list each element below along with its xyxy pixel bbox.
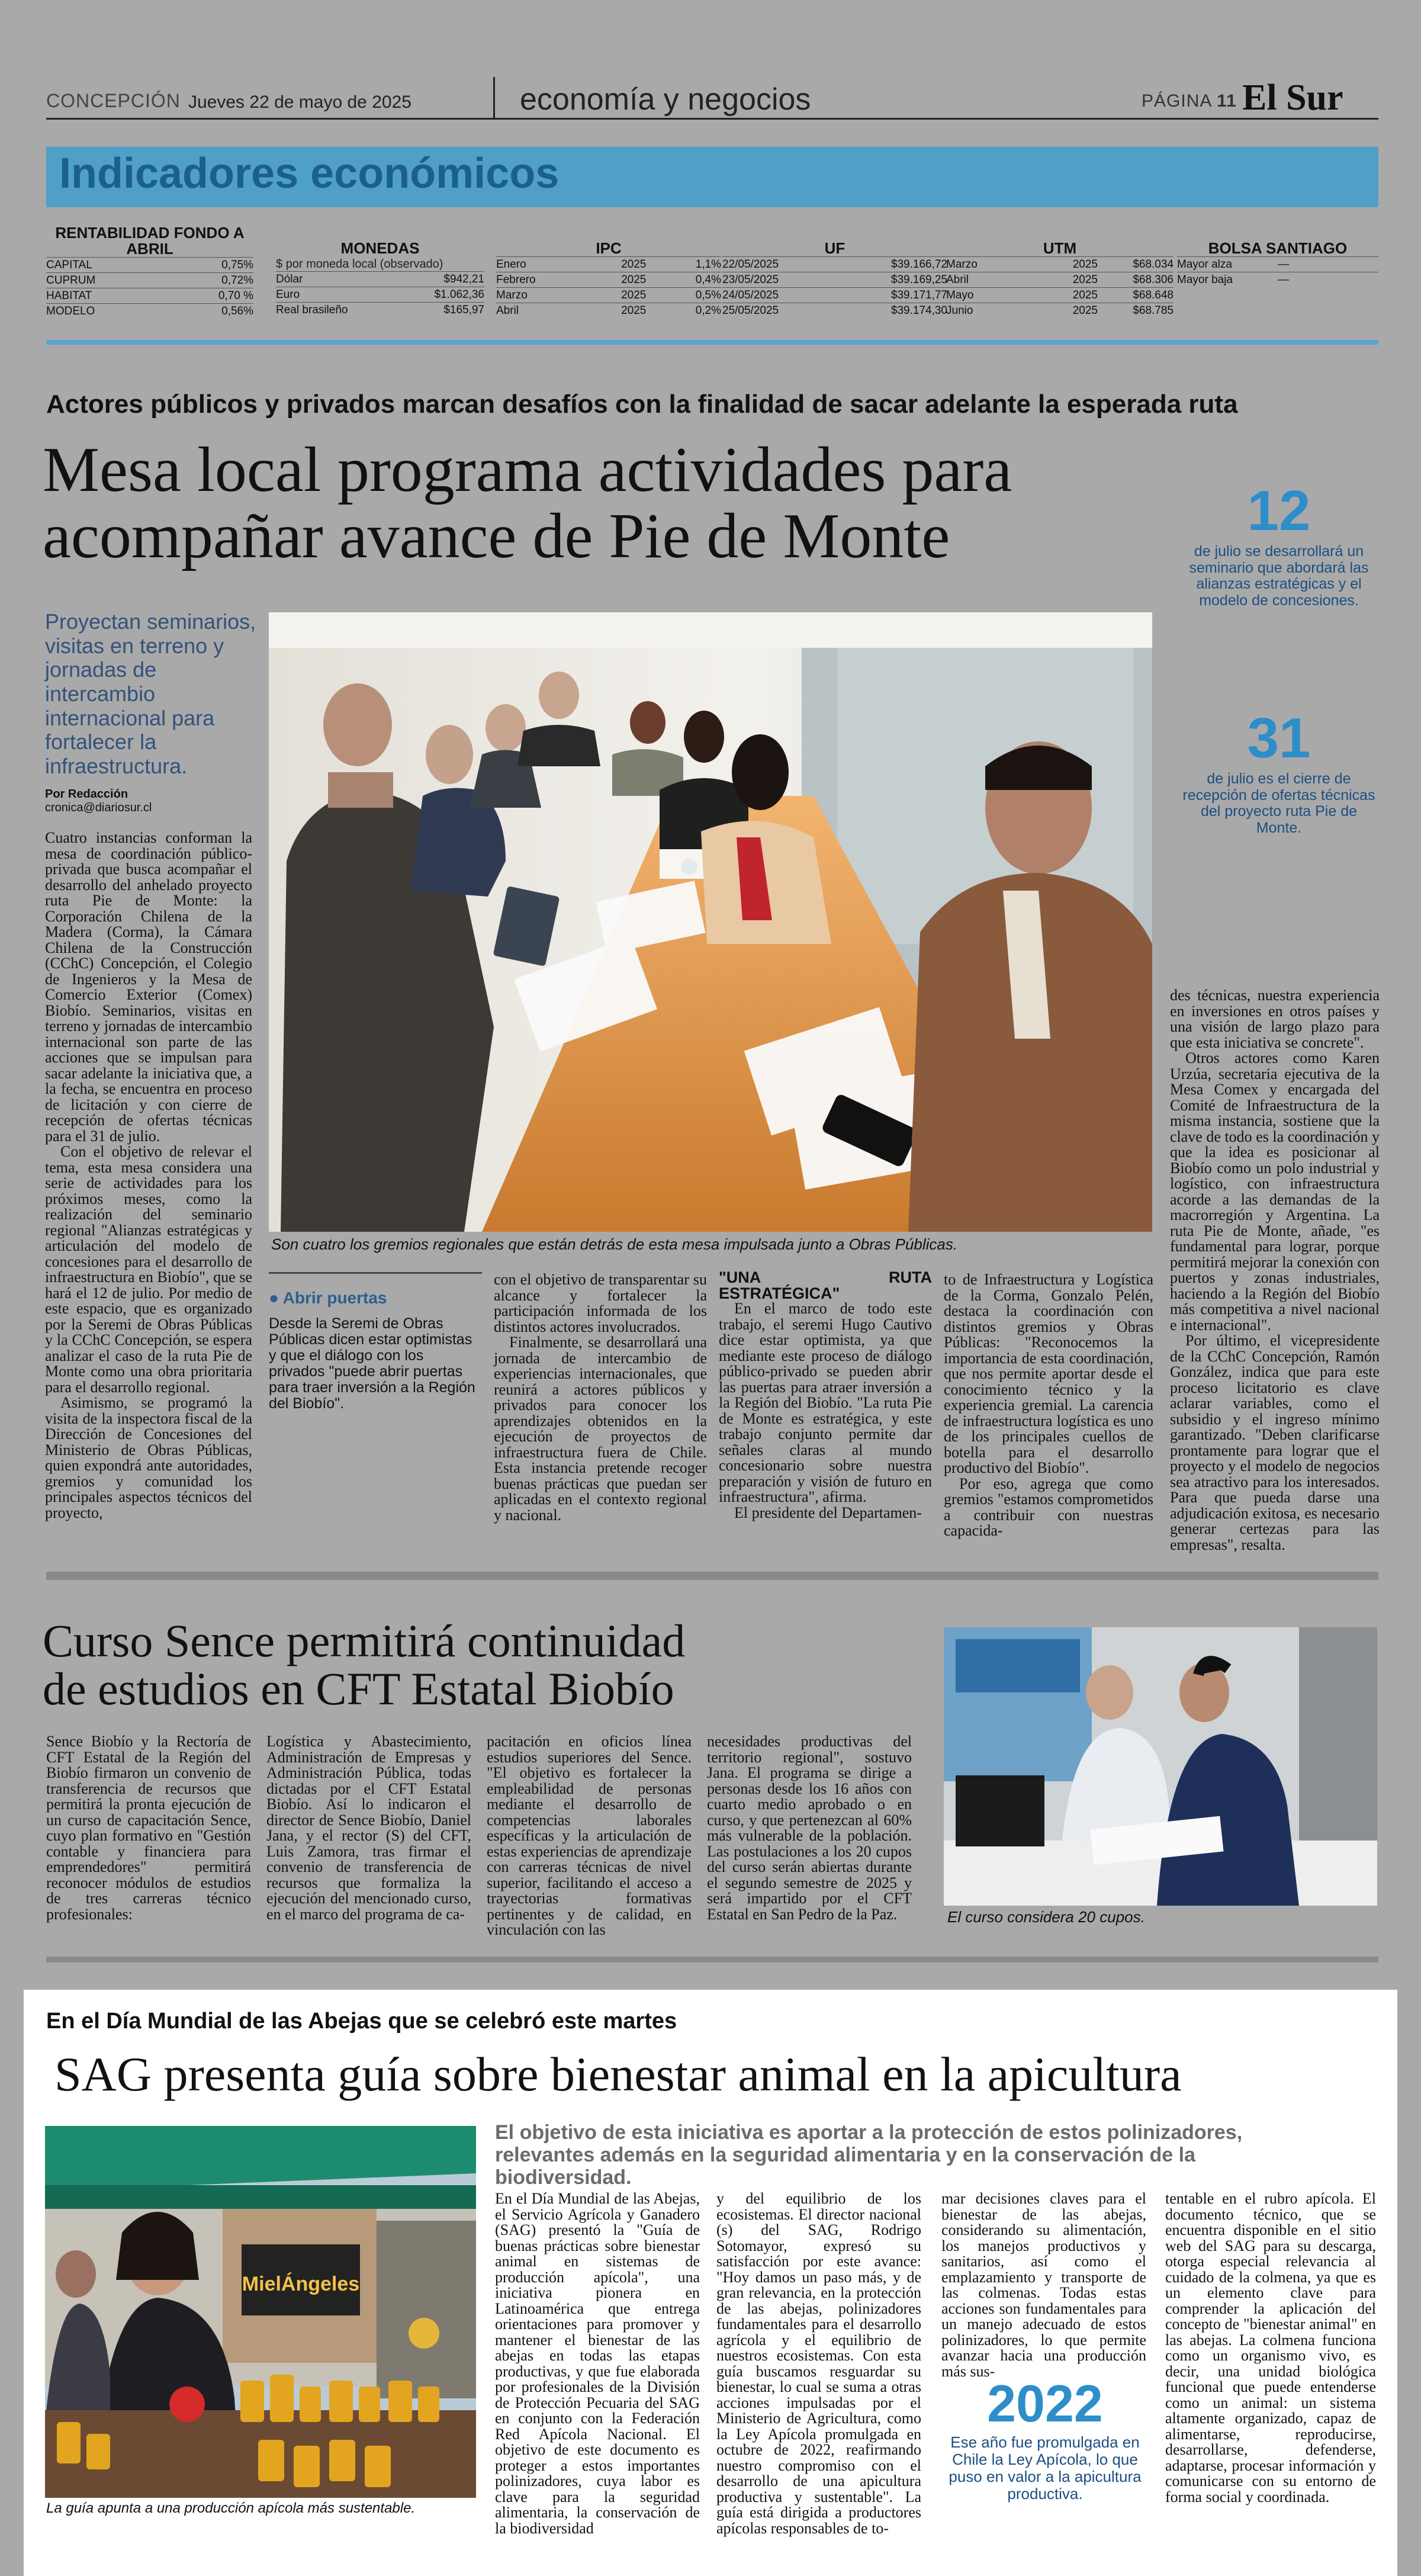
section-divider-1 xyxy=(46,1572,1378,1580)
ipc-cell: 2025 xyxy=(621,289,647,301)
utm-cell: Mayo xyxy=(946,289,974,301)
utm-cell: Junio xyxy=(946,304,973,317)
article1-headline-line1: Mesa local programa actividades para xyxy=(43,435,1012,505)
utm-cell: Marzo xyxy=(946,258,978,271)
uf-cell: $39.171,77 xyxy=(890,289,947,301)
section-divider-2 xyxy=(46,1957,1378,1962)
abrir-puertas-text: Desde la Seremi de Obras Públicas dicen estar optimistas y que el diálogo con los privados "puede abrir puertas para traer inversión a la Región del Biobío". xyxy=(269,1315,475,1412)
ipc-cell: 0,4% xyxy=(695,274,722,286)
article1-col1 xyxy=(45,830,252,1535)
ipc-cell: 2025 xyxy=(621,274,647,286)
article2-headline xyxy=(43,1617,685,1713)
monedas-cell: $165,97 xyxy=(443,304,484,316)
uf-cell: $39.174,30 xyxy=(890,304,947,317)
uf-row xyxy=(722,272,947,287)
meeting-photo xyxy=(269,612,1152,1232)
uf-cell: 24/05/2025 xyxy=(722,289,779,301)
article1-col5-p2: Otros actores como Karen Urzúa, secretaria ejecutiva de la Mesa Comex y encargada del Comité de Infraestructura de la misma instancia, sostiene que la clave de todo es la coordinación y que la idea es posicionar al Biobío como un polo industrial y logístico, con infraestructura acorde a las demandas de la macrorregión y Argentina. La ruta Pie de Monte, añade, "es fundamental para lograr, porque permitirá mejorar la conexión con puertos y zonas industriales, haciendo a la Región del Biobío más competitiva a nivel nacional e internacional". xyxy=(1170,1049,1380,1334)
article1-headline xyxy=(43,437,1012,570)
afp-row xyxy=(46,257,253,272)
article1-col1-p1: Cuatro instancias conforman la mesa de coordinación público-privada que busca acompañar el desarrollo del anhelado proyecto ruta Pie de Monte: la Corporación Chilena de la Madera (Corma), la Cámara Chilena de la Construcción (CChC) Concepción, el Colegio de Ingenieros y la Mesa de Comercio Exterior (Comex) Biobío. Seminarios, visitas en terreno y jornadas de intercambio internacional son parte de las acciones que se impulsan para sacar adelante la iniciativa que, a la fecha, se encuentra en proceso de licitación y con cierre de recepción de ofertas técnicas para el 31 de julio. xyxy=(45,829,252,1145)
stat-2022-number: 2022 xyxy=(987,2374,1103,2433)
article2-col4: necesidades productivas del territorio regional", sostuvo Jana. El programa se dirige a personas desde los 16 años con cuarto medio aprobado o en curso, y que pertenezcan al 60% más vulnerable de la población. Las postulaciones a los 20 cupos del curso serán abiertas durante el segundo semestre de 2025 y será impartido por el CFT Estatal en San Pedro de la Paz. xyxy=(707,1733,912,1923)
uf-cell: 25/05/2025 xyxy=(722,304,779,317)
afp-cell: HABITAT xyxy=(46,290,92,302)
sence-signing-photo xyxy=(944,1627,1377,1906)
ipc-cell: Enero xyxy=(496,258,526,271)
afp-cell: 0,56% xyxy=(221,305,253,317)
indicators-bottom-stripe xyxy=(46,340,1378,345)
monedas-rows xyxy=(276,271,484,317)
ipc-cell: 0,5% xyxy=(695,289,722,301)
article1-lead: Proyectan seminarios, visitas en terreno y jornadas de intercambio internacional para fortalecer la infraestructura. xyxy=(45,609,256,779)
utm-row xyxy=(946,272,1174,287)
article3-photo-caption: La guía apunta a una producción apícola más sustentable. xyxy=(46,2500,416,2516)
stat-2022 xyxy=(947,2373,1143,2503)
abrir-puertas-title xyxy=(269,1289,482,1308)
apiculture-photo xyxy=(45,2126,476,2498)
monedas-row xyxy=(276,271,484,287)
article1-col3-p1: En el marco de todo este trabajo, el seremi Hugo Cautivo dice estar optimista, ya que mediante este proceso de diálogo público-privado se pueden abrir las puertas para atraer inversión a la Región del Biobío. "La ruta Pie de Monte es estratégica, y este trabajo conjunto permite dar señales claras al mundo concesionario sobre nuestra preparación y visión de futuro en infraestructura", afirma. xyxy=(719,1300,932,1505)
uf-block xyxy=(722,240,947,318)
uf-title: UF xyxy=(824,239,845,257)
ipc-row xyxy=(496,272,721,287)
article1-col2-p2: Finalmente, se desarrollará una jornada de intercambio de experiencias internacionales, que reunirá a actores públicos y privados para conocer los aprendizajes obtenidos en la ejecución de proyectos de infraestructura fuera de Chile. Esta instancia pretende recoger buenas prácticas que puedan ser aplicadas en el contexto regional y nacional. xyxy=(494,1334,707,1524)
stat-31-number: 31 xyxy=(1247,706,1311,770)
indicators-title: Indicadores económicos xyxy=(59,150,560,197)
utm-cell: 2025 xyxy=(1072,304,1098,317)
newspaper-logo: El Sur xyxy=(1242,78,1343,118)
abrir-puertas-title-text: Abrir puertas xyxy=(282,1289,387,1307)
ipc-title: IPC xyxy=(596,239,622,257)
stat-12 xyxy=(1178,478,1380,609)
article1-col1-p2: Con el objetivo de relevar el tema, esta mesa considera una serie de actividades para los próximos meses, como la realización del seminario regional "Alianzas estratégicas y articulación del modelo de concesiones para el desarrollo de infraestructura en Biobío", que se hará el 12 de julio. Por medio de este espacio, que es organizado por la Seremi de Obras Públicas y la CChC Concepción, se espera analizar el caso de la ruta Pie de Monte como una obra prioritaria para el desarrollo regional. xyxy=(45,1143,252,1396)
bolsa-cell: Mayor alza xyxy=(1177,258,1232,271)
article2-photo-caption: El curso considera 20 cupos. xyxy=(947,1908,1145,1926)
afp-cell: MODELO xyxy=(46,305,95,317)
afp-block xyxy=(46,225,253,319)
monedas-cell: $1.062,36 xyxy=(434,288,484,301)
article1-col5 xyxy=(1170,987,1380,1553)
uf-row xyxy=(722,287,947,303)
monedas-cell: Real brasileño xyxy=(276,304,348,316)
article1-col4-p2: Por eso, agrega que como gremios "estamos comprometidos a contribuir con nuestras capacida- xyxy=(944,1475,1153,1539)
article2-col1: Sence Biobío y la Rectoría de CFT Estatal de la Región del Biobío firmaron un convenio de transferencia de recursos que permitirá la pronta ejecución de un curso de capacitación Sence, cuyo plan formativo en "Gestión contable y financiera para emprendedores" permitirá reconocer módulos de estudios de tres carreras técnico profesionales: xyxy=(46,1733,251,1923)
article1-byline-block xyxy=(45,788,258,815)
article2-col2: Logística y Abastecimiento, Administración de Empresas y Administración Pública, todas dictadas por el CFT Estatal Biobío. Así lo indicaron el director de Sence Biobío, Daniel Jana, y el rector (S) del CFT, Luis Zamora, tras firmar el convenio de transferencia de recursos que formaliza la ejecución del mencionado curso, en el marco del programa de ca- xyxy=(266,1733,471,1923)
article1-col3 xyxy=(719,1270,932,1535)
monedas-row xyxy=(276,302,484,317)
article3-headline: SAG presenta guía sobre bienestar animal en la apicultura xyxy=(54,2047,1182,2101)
page-label: PÁGINA xyxy=(1142,91,1211,111)
stat-31 xyxy=(1178,706,1380,836)
ipc-row xyxy=(496,256,721,272)
bullet-icon: ● xyxy=(269,1289,279,1307)
afp-cell: 0,72% xyxy=(221,274,253,287)
uf-row xyxy=(722,303,947,318)
article1-headline-line2: acompañar avance de Pie de Monte xyxy=(43,501,950,572)
uf-cell: $39.169,25 xyxy=(890,274,947,286)
article3-col1: En el Día Mundial de las Abejas, el Servicio Agrícola y Ganadero (SAG) presentó la "Guía de buenas prácticas sobre bienestar animal en sistemas de producción apícola", una iniciativa pionera en Latinoamérica que entrega orientaciones para promover y mantener el bienestar de las abejas en todas las etapas productivas, y que fue elaborada por profesionales de la División de Protección Pecuaria del SAG en conjunto con la Federación Red Apícola Nacional. El objetivo de este documento es proteger a estos importantes polinizadores, cuya labor es clave para la seguridad alimentaria, la conservación de la biodiversidad xyxy=(495,2190,700,2537)
bolsa-cell: Mayor baja xyxy=(1177,274,1233,286)
monedas-cell: $942,21 xyxy=(443,273,484,285)
ipc-cell: 2025 xyxy=(621,304,647,317)
article3-col3: mar decisiones claves para el bienestar de las abejas, considerando su alimentación, los manejos productivos y sanitarios, así como el emplazamiento y transporte de las colmenas. Todas estas acciones son fundamentales para un manejo adecuado de estos polinizadores, lo que permite avanzar hacia una producción más sus- xyxy=(941,2190,1146,2380)
article1-col2 xyxy=(494,1272,707,1535)
article1-kicker: Actores públicos y privados marcan desafíos con la finalidad de sacar adelante la esperada ruta xyxy=(46,390,1238,419)
utm-cell: 2025 xyxy=(1072,258,1098,271)
ipc-row xyxy=(496,287,721,303)
utm-cell: $68.034 xyxy=(1133,258,1174,271)
stat-2022-text: Ese año fue promulgada en Chile la Ley Apícola, lo que puso en valor a la apicultura productiva. xyxy=(949,2433,1142,2503)
afp-cell: 0,70 % xyxy=(218,290,253,302)
monedas-cell: Euro xyxy=(276,288,300,301)
afp-rows xyxy=(46,257,253,319)
header-date: Jueves 22 de mayo de 2025 xyxy=(188,92,411,112)
utm-cell: 2025 xyxy=(1072,274,1098,286)
article3-col4: tentable en el rubro apícola. El documento técnico, que se encuentra disponible en el sitio web del SAG para su descarga, otorga especial relevancia al cuidado de la colmena, ya que es un elemento clave para comprender la aplicación del concepto de "bienestar animal" en las abejas. La colmena funciona como un organismo vivo, es decir, una unidad biológica funcional que puede entenderse como un animal: un sistema altamente organizado, capaz de alimentarse, reproducirse, desarrollarse, defenderse, adaptarse, procesar información y comunicarse con su entorno de forma social y coordinada. xyxy=(1165,2190,1376,2506)
bolsa-cell: — xyxy=(1278,258,1289,271)
monedas-block xyxy=(276,240,484,317)
article2-col3: pacitación en oficios línea estudios superiores del Sence. "El objetivo es fortalecer la empleabilidad de personas mediante el desarrollo de competencias laborales específicas y la articulación de estas experiencias de aprendizaje con carreras técnicas de nivel superior, facilitando el acceso a trayectorias formativas pertinentes y de calidad, en vinculación con las xyxy=(487,1733,692,1938)
ipc-cell: Marzo xyxy=(496,289,528,301)
ipc-block xyxy=(496,240,721,318)
ipc-cell: Abril xyxy=(496,304,519,317)
header-section: economía y negocios xyxy=(520,82,811,117)
utm-rows xyxy=(946,256,1174,318)
byline-email: cronica@diariosur.cl xyxy=(45,801,152,814)
article3-kicker: En el Día Mundial de las Abejas que se celebró este martes xyxy=(46,2009,677,2034)
utm-row xyxy=(946,287,1174,303)
afp-cell: CUPRUM xyxy=(46,274,96,287)
page-header xyxy=(46,77,1378,120)
article1-col5-p1: des técnicas, nuestra experiencia en inversiones en otros países y una visión de largo plazo para que esta iniciativa se concrete". xyxy=(1170,987,1380,1051)
uf-rows xyxy=(722,256,947,318)
ipc-cell: 2025 xyxy=(621,258,647,271)
article1-subhead: "UNA RUTA ESTRATÉGICA" xyxy=(719,1268,932,1302)
bolsa-row xyxy=(1177,256,1378,272)
article1-col4-p1: to de Infraestructura y Logística de la Corma, Gonzalo Pelén, destaca la coordinación con distintos gremios y Obras Públicas: "Reconocemos la importancia de esta coordinación, que nos permite aportar desde el conocimiento técnico y la experiencia gremial. La carencia de infraestructura logística es uno de los principales cuellos de botella para el desarrollo productivo del Biobío". xyxy=(944,1271,1153,1476)
bolsa-title: BOLSA SANTIAGO xyxy=(1208,239,1348,257)
uf-cell: 22/05/2025 xyxy=(722,258,779,271)
afp-row xyxy=(46,272,253,288)
uf-cell: $39.166,72 xyxy=(890,258,947,271)
utm-title: UTM xyxy=(1043,239,1077,257)
afp-cell: 0,75% xyxy=(221,259,253,271)
uf-cell: 23/05/2025 xyxy=(722,274,779,286)
monedas-row xyxy=(276,287,484,302)
uf-row xyxy=(722,256,947,272)
utm-cell: Abril xyxy=(946,274,969,286)
article3-lead: El objetivo de esta iniciativa es aportar a la protección de estos polinizadores, relevantes además en la seguridad alimentaria y en la conservación de la biodiversidad. xyxy=(495,2121,1243,2189)
byline: Por Redacción xyxy=(45,788,128,801)
ipc-cell: Febrero xyxy=(496,274,536,286)
utm-cell: $68.785 xyxy=(1133,304,1174,317)
utm-row xyxy=(946,303,1174,318)
stat-31-text: de julio es el cierre de recepción de ofertas técnicas del proyecto ruta Pie de Monte. xyxy=(1182,770,1375,836)
bolsa-row xyxy=(1177,272,1378,287)
utm-cell: $68.306 xyxy=(1133,274,1174,286)
utm-cell: 2025 xyxy=(1072,289,1098,301)
afp-title: RENTABILIDAD FONDO A ABRIL xyxy=(55,224,245,258)
page-number: 11 xyxy=(1217,91,1237,111)
article1-col3-p2: El presidente del Departamen- xyxy=(734,1504,922,1521)
afp-row xyxy=(46,288,253,303)
ipc-rows xyxy=(496,256,721,318)
bolsa-rows xyxy=(1177,256,1378,287)
article1-col2-p1: con el objetivo de transparentar su alcance y fortalecer la participación informada de los distintos actores involucrados. xyxy=(494,1271,707,1335)
monedas-subtitle: $ por moneda local (observado) xyxy=(276,258,443,271)
monedas-cell: Dólar xyxy=(276,273,303,285)
utm-block xyxy=(946,240,1174,318)
ipc-cell: 1,1% xyxy=(695,258,722,271)
article2-headline-line2: de estudios en CFT Estatal Biobío xyxy=(43,1663,674,1715)
header-city: CONCEPCIÓN xyxy=(46,90,181,111)
article1-photo-caption: Son cuatro los gremios regionales que están detrás de esta mesa impulsada junto a Obras Públicas. xyxy=(271,1235,958,1253)
header-divider xyxy=(493,77,495,118)
article2-headline-line1: Curso Sence permitirá continuidad xyxy=(43,1615,686,1666)
afp-cell: CAPITAL xyxy=(46,259,92,271)
article1-col4 xyxy=(944,1271,1153,1539)
bolsa-cell: — xyxy=(1278,274,1289,286)
bolsa-block xyxy=(1177,240,1378,287)
monedas-title: MONEDAS xyxy=(340,239,420,257)
header-page xyxy=(1142,91,1237,111)
photo-sign-text: MielÁngeles xyxy=(242,2273,360,2295)
article1-col5-p3: Por último, el vicepresidente de la CChC Concepción, Ramón González, indica que para este proceso licitatorio es clave aclarar variables, como el subsidio y el ingreso mínimo garantizado. "Deben clarificarse prontamente para lograr que el proyecto y el modelo de negocios sea atractivo para los interesados. Para que pueda darse una adjudicación exitosa, es necesario generar certezas para las empresas", resalta. xyxy=(1170,1332,1380,1553)
ipc-cell: 0,2% xyxy=(695,304,722,317)
utm-row xyxy=(946,256,1174,272)
afp-row xyxy=(46,303,253,319)
stat-12-number: 12 xyxy=(1247,479,1311,542)
ipc-row xyxy=(496,303,721,318)
utm-cell: $68.648 xyxy=(1133,289,1174,301)
stat-12-text: de julio se desarrollará un seminario que abordará las alianzas estratégicas y el modelo de concesiones. xyxy=(1189,543,1369,609)
article3-col2: y del equilibrio de los ecosistemas. El director nacional (s) del SAG, Rodrigo Sotomayor, expresó su satisfacción por este avance: "Hoy damos un paso más, y de gran relevancia, en la protección de las abejas, polinizadores fundamentales para el desarrollo agrícola y el equilibrio de nuestros ecosistemas. Con esta guía buscamos resguardar su bienestar, lo cual se suma a otras acciones impulsadas por el Ministerio de Agricultura, como la Ley Apícola promulgada en octubre de 2022, reafirmando nuestro compromiso con el desarrollo de una apicultura productiva y sustentable". La guía está dirigida a productores apícolas responsables de to- xyxy=(716,2190,921,2537)
article1-col1-p3: Asimismo, se programó la visita de la inspectora fiscal de la Dirección de Concesiones del Ministerio de Obras Públicas, quien expondrá ante autoridades, gremios y comunidad los principales aspectos técnicos del proyecto, xyxy=(45,1394,252,1521)
box-rule xyxy=(269,1272,482,1274)
abrir-puertas-box xyxy=(269,1289,482,1412)
